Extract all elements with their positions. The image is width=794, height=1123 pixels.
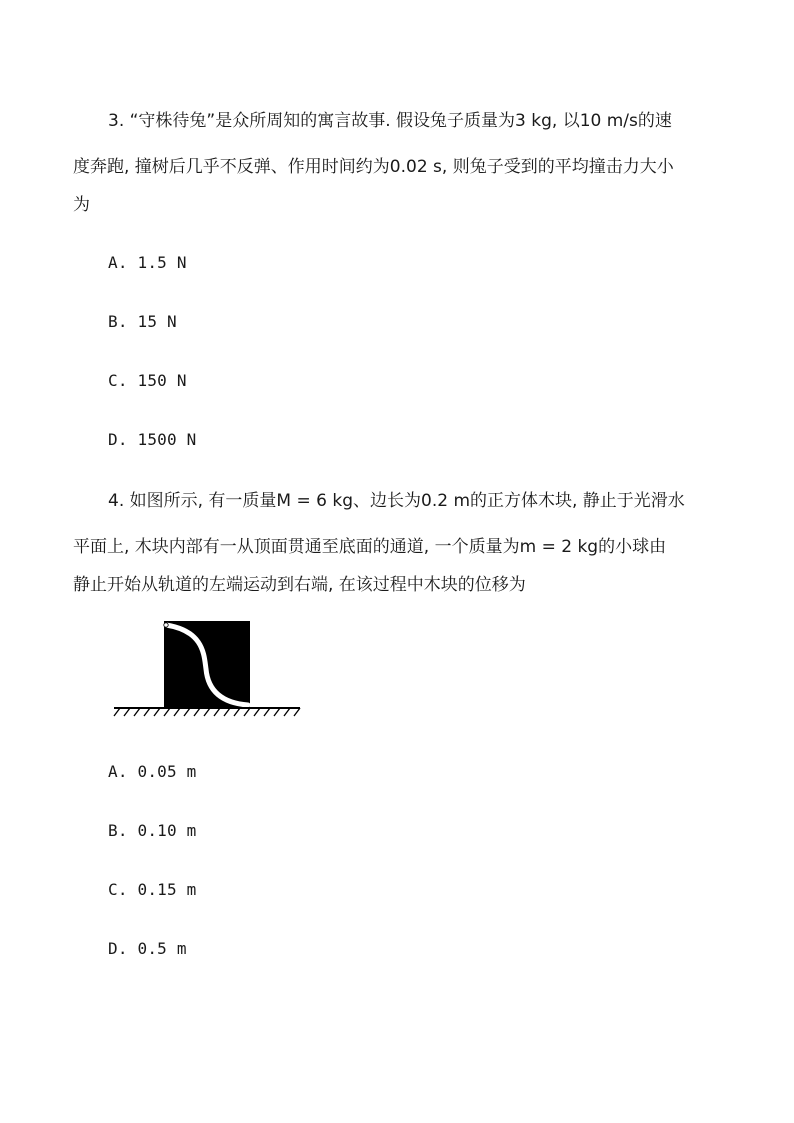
q4-option-d: D. 0.5 m xyxy=(108,939,187,958)
q3-option-a: A. 1.5 N xyxy=(108,253,187,272)
ground-hatching xyxy=(114,708,300,716)
q4-option-b: B. 0.10 m xyxy=(108,821,197,840)
q4-text-line-1: 4. 如图所示, 有一质量M = 6 kg、边长为0.2 m的正方体木块, 静止于光滑水 xyxy=(108,491,685,511)
q3-option-c: C. 150 N xyxy=(108,371,187,390)
block-channel-figure xyxy=(110,617,304,721)
q3-text-line-2: 度奔跑, 撞树后几乎不反弹、作用时间约为0.02 s, 则兔子受到的平均撞击力大小 xyxy=(73,157,674,177)
q3-option-b: B. 15 N xyxy=(108,312,177,331)
q3-option-d: D. 1500 N xyxy=(108,430,197,449)
q4-option-c: C. 0.15 m xyxy=(108,880,197,899)
q4-option-a: A. 0.05 m xyxy=(108,762,197,781)
ball-marker xyxy=(164,623,168,627)
q3-text-line-3: 为 xyxy=(73,195,90,215)
q4-text-line-3: 静止开始从轨道的左端运动到右端, 在该过程中木块的位移为 xyxy=(73,575,526,595)
q4-text-line-2: 平面上, 木块内部有一从顶面贯通至底面的通道, 一个质量为m = 2 kg的小球由 xyxy=(73,537,667,557)
q3-text-line-1: 3. “守株待兔”是众所周知的寓言故事. 假设兔子质量为3 kg, 以10 m/s的速 xyxy=(108,111,672,131)
